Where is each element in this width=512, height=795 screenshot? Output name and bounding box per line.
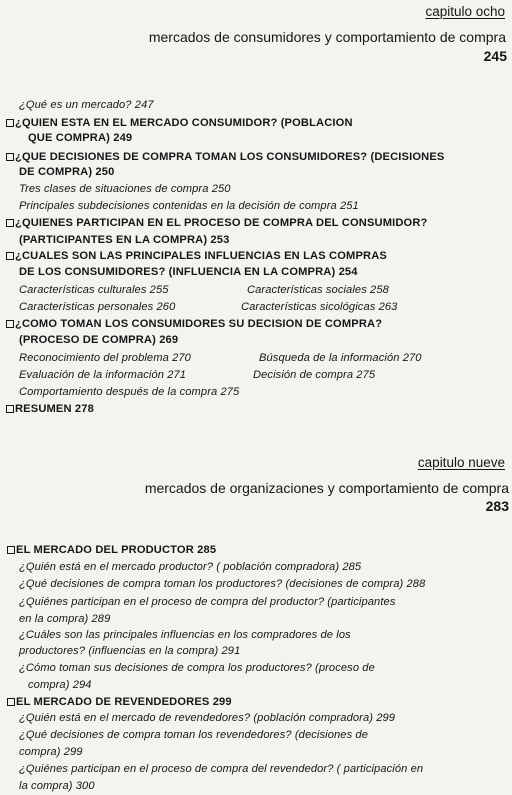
toc-heading: ¿QUIEN ESTA EN EL MERCADO CONSUMIDOR? (POBLACION — [6, 116, 512, 130]
toc-entry: productores? (influencias en la compra) 291 — [19, 645, 241, 657]
toc-heading: EL MERCADO DEL PRODUCTOR 285 — [7, 543, 512, 557]
toc-heading: ¿CUALES SON LAS PRINCIPALES INFLUENCIAS EN LAS COMPRAS — [6, 249, 512, 263]
checkbox-icon — [6, 119, 14, 127]
chapter-9-title: mercados de organizaciones y comportamiento de compra — [144, 480, 509, 496]
chapter-8-title: mercados de consumidores y comportamiento de compra — [148, 29, 506, 45]
toc-entry: Reconocimiento del problema 270 Búsqueda de la información 270 — [19, 352, 422, 364]
checkbox-icon — [6, 219, 14, 227]
toc-entry: ¿Cuáles son las principales influencias en los compradores de los — [19, 629, 351, 641]
toc-entry: ¿Quién está en el mercado productor? ( población compradora) 285 — [19, 561, 362, 573]
toc-entry: en la compra) 289 — [19, 613, 111, 625]
toc-entry-cont: compra) 294 — [28, 679, 92, 691]
toc-entry: ¿Quiénes participan en el proceso de compra del productor? (participantes — [19, 596, 396, 608]
toc-heading-cont: QUE COMPRA) 249 — [28, 132, 133, 144]
toc-entry: ¿Quiénes participan en el proceso de compra del revendedor? ( participación en — [19, 763, 424, 775]
checkbox-icon — [7, 698, 15, 706]
checkbox-icon — [6, 320, 14, 328]
checkbox-icon — [6, 153, 14, 161]
toc-heading-cont: DE COMPRA) 250 — [19, 166, 115, 178]
toc-entry: Características culturales 255 Características sociales 258 — [19, 284, 389, 296]
toc-entry: Principales subdecisiones contenidas en la decisión de compra 251 — [19, 200, 359, 212]
toc-heading: ¿QUIENES PARTICIPAN EN EL PROCESO DE COMPRA DEL CONSUMIDOR? — [6, 216, 512, 230]
chapter-8-label: capitulo ocho — [425, 4, 505, 19]
toc-entry: Características personales 260 Características sicológicas 263 — [19, 301, 398, 313]
toc-heading-cont: (PROCESO DE COMPRA) 269 — [19, 334, 179, 346]
toc-heading-cont: (PARTICIPANTES EN LA COMPRA) 253 — [19, 234, 230, 246]
toc-heading: ¿COMO TOMAN LOS CONSUMIDORES SU DECISION DE COMPRA? — [6, 317, 512, 331]
toc-entry: ¿Quién está en el mercado de revendedores? (población compradora) 299 — [19, 712, 396, 724]
toc-entry: la compra) 300 — [19, 780, 95, 792]
checkbox-icon — [6, 405, 14, 413]
chapter-9-label: capitulo nueve — [417, 455, 505, 470]
checkbox-icon — [6, 252, 14, 260]
chapter-9-page: 283 — [485, 498, 509, 514]
toc-entry: Comportamiento después de la compra 275 — [19, 386, 240, 398]
toc-entry: ¿Qué decisiones de compra toman los productores? (decisiones de compra) 288 — [19, 578, 426, 590]
toc-entry: Evaluación de la información 271 Decisión de compra 275 — [19, 369, 376, 381]
toc-entry: ¿Qué es un mercado? 247 — [19, 99, 154, 111]
toc-heading: EL MERCADO DE REVENDEDORES 299 — [7, 695, 512, 709]
chapter-8-page: 245 — [483, 48, 507, 64]
toc-heading: RESUMEN 278 — [6, 402, 512, 416]
toc-entry: ¿Cómo toman sus decisiones de compra los productores? (proceso de — [19, 662, 375, 674]
checkbox-icon — [7, 546, 15, 554]
toc-entry: compra) 299 — [19, 746, 83, 758]
toc-entry: Tres clases de situaciones de compra 250 — [19, 183, 231, 195]
toc-entry: ¿Qué decisiones de compra toman los revendedores? (decisiones de — [19, 729, 368, 741]
toc-heading-cont: DE LOS CONSUMIDORES? (INFLUENCIA EN LA COMPRA) 254 — [19, 266, 358, 278]
toc-heading: ¿QUE DECISIONES DE COMPRA TOMAN LOS CONSUMIDORES? (DECISIONES — [6, 150, 512, 164]
